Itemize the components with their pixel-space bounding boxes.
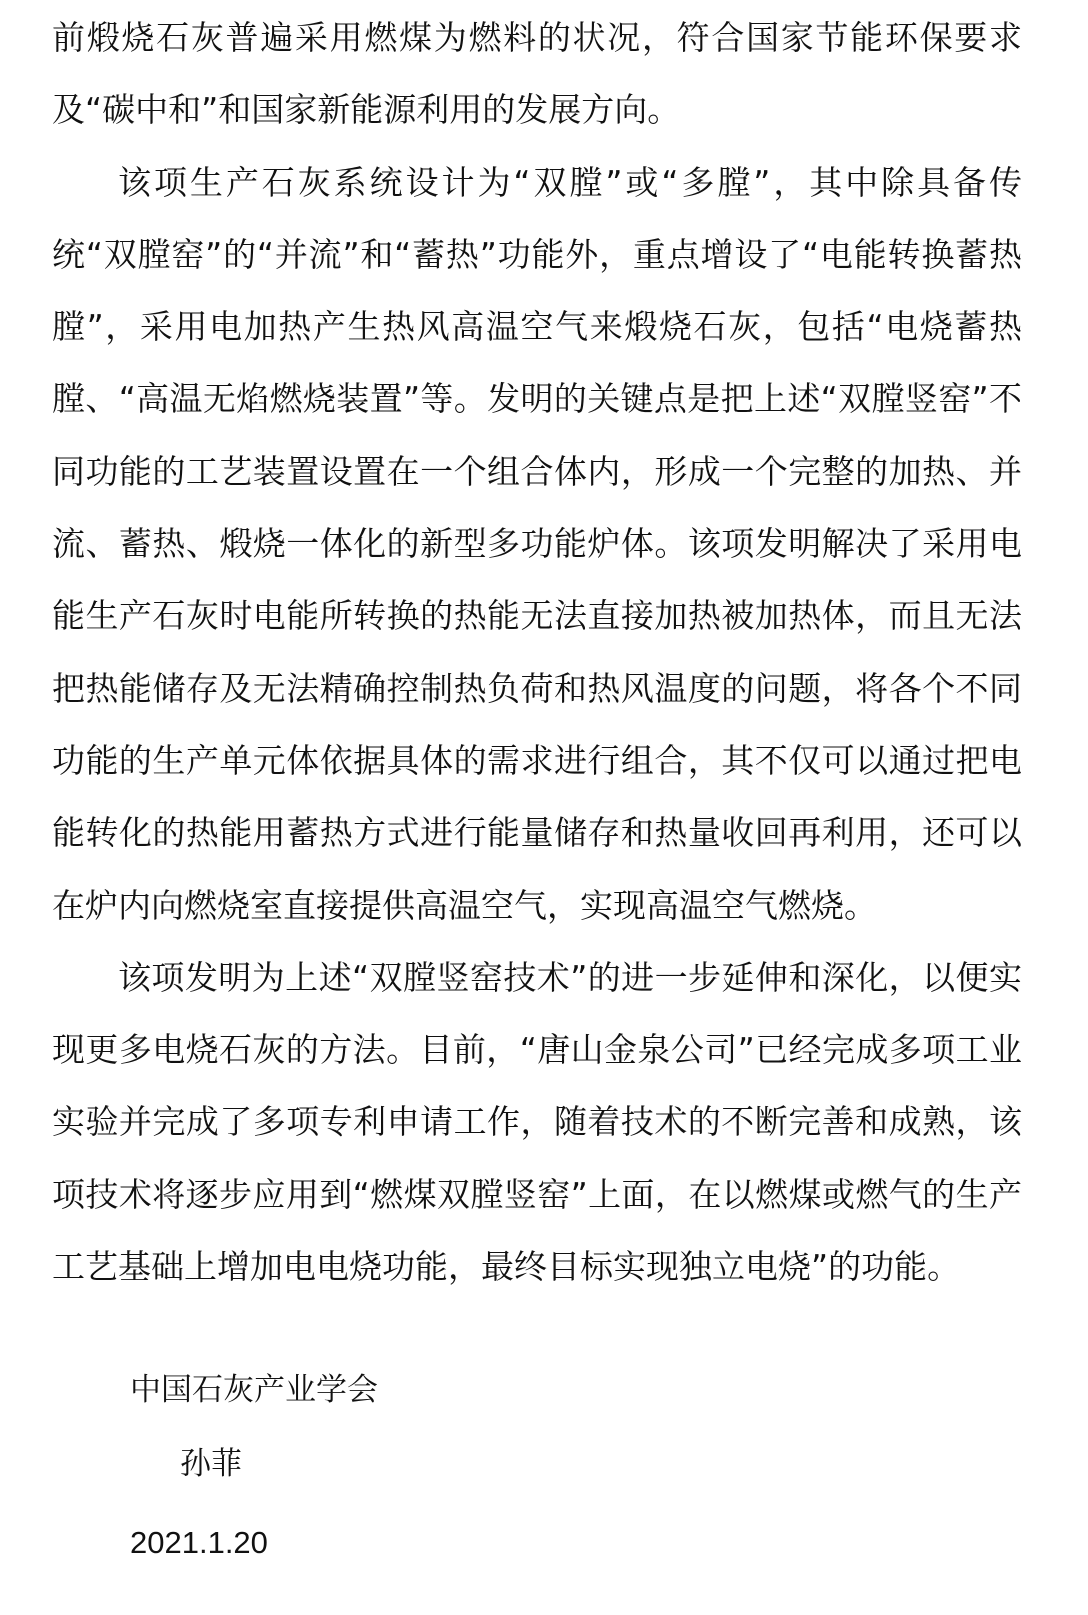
signoff-author: 孙菲: [180, 1446, 242, 1482]
document-body: [52, 2, 1022, 1303]
paragraph-system-design: 该项生产石灰系统设计为“双膛”或“多膛”，其中除具备传统“双膛窑”的“并流”和“蓄热”功能外，重点增设了“电能转换蓄热膛”，采用电加热产生热风高温空气来煅烧石灰，包括“电烧蓄热膛、“高温无焰燃烧装置”等。发明的关键点是把上述“双膛竖窑”不同功能的工艺装置设置在一个组合体内，形成一个完整的加热、并流、蓄热、煅烧一体化的新型多功能炉体。该项发明解决了采用电能生产石灰时电能所转换的热能无法直接加热被加热体，而且无法把热能储存及无法精确控制热负荷和热风温度的问题，将各个不同功能的生产单元体依据具体的需求进行组合，其不仅可以通过把电能转化的热能用蓄热方式进行能量储存和热量收回再利用，还可以在炉内向燃烧室直接提供高温空气，实现高温空气燃烧。: [52, 162, 1022, 925]
paragraph-continued: 前煅烧石灰普遍采用燃煤为燃料的状况，符合国家节能环保要求及“碳中和”和国家新能源利用的发展方向。: [52, 18, 1022, 130]
signoff-date: 2021.1.20: [130, 1525, 268, 1560]
paragraph-outlook: 该项发明为上述“双膛竖窑技术”的进一步延伸和深化，以便实现更多电烧石灰的方法。目前，“唐山金泉公司”已经完成多项工业实验并完成了多项专利申请工作，随着技术的不断完善和成熟，该项技术将逐步应用到“燃煤双膛竖窑”上面，在以燃煤或燃气的生产工艺基础上增加电电烧功能，最终目标实现独立电烧”的功能。: [52, 957, 1022, 1287]
signoff-organization: 中国石灰产业学会: [130, 1372, 378, 1408]
